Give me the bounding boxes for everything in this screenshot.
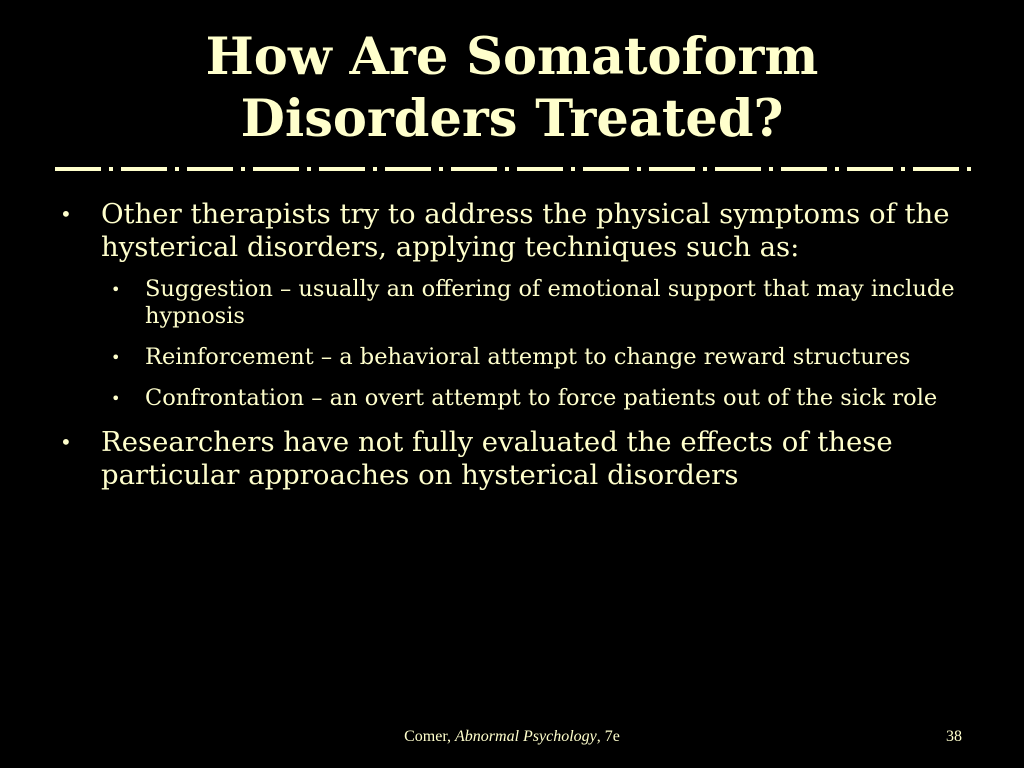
divider-dash <box>913 167 959 171</box>
bullet-text: Researchers have not fully evaluated the effects of these particular approaches on hysterical disorders <box>101 426 893 491</box>
divider-dot <box>307 167 311 171</box>
divider-dash <box>847 167 893 171</box>
divider-dot <box>175 167 179 171</box>
divider-dash <box>715 167 761 171</box>
divider-dash <box>583 167 629 171</box>
sub-bullet-text: Confrontation – an overt attempt to force patients out of the sick role <box>145 385 938 411</box>
divider-dot <box>505 167 509 171</box>
divider-dash <box>451 167 497 171</box>
divider-dash <box>781 167 827 171</box>
divider-dot <box>571 167 575 171</box>
sub-bullet-item <box>101 276 980 330</box>
divider-dash <box>319 167 365 171</box>
footer-author: Comer, <box>404 728 456 745</box>
divider-dot <box>637 167 641 171</box>
sub-bullet-text: Reinforcement – a behavioral attempt to change reward structures <box>145 344 911 370</box>
divider-dash <box>121 167 167 171</box>
footer-edition: , 7e <box>596 728 620 745</box>
divider-dash <box>55 167 101 171</box>
divider-dot <box>967 167 971 171</box>
bullet-list <box>60 198 980 492</box>
bullet-text: Other therapists try to address the physical symptoms of the hysterical disorders, applying techniques such as: <box>101 198 950 263</box>
divider-dash <box>187 167 233 171</box>
divider-dot <box>373 167 377 171</box>
slide-content <box>60 198 980 502</box>
divider-dot <box>901 167 905 171</box>
bullet-item <box>60 426 980 492</box>
divider-dot <box>439 167 443 171</box>
bullet-dot-icon: • <box>111 348 121 367</box>
page-number: 38 <box>946 728 962 745</box>
sub-bullet-item <box>101 344 980 371</box>
sub-bullet-item <box>101 385 980 412</box>
bullet-dot-icon: • <box>60 430 72 454</box>
divider-dot <box>769 167 773 171</box>
bullet-dot-icon: • <box>111 280 121 299</box>
bullet-dot-icon: • <box>60 202 72 226</box>
sub-bullet-list <box>101 276 980 412</box>
title-divider <box>55 164 973 174</box>
slide-title <box>0 26 1024 150</box>
sub-bullet-text: Suggestion – usually an offering of emotional support that may include hypnosis <box>145 276 955 329</box>
divider-dot <box>835 167 839 171</box>
divider-dash <box>517 167 563 171</box>
divider-dot <box>109 167 113 171</box>
divider-dash <box>253 167 299 171</box>
bullet-item <box>60 198 980 412</box>
divider-dash <box>649 167 695 171</box>
footer-book-title: Abnormal Psychology <box>455 728 597 745</box>
title-line-2: Disorders Treated? <box>240 89 784 149</box>
divider-dot <box>703 167 707 171</box>
divider-dash <box>385 167 431 171</box>
title-line-1: How Are Somatoform <box>205 27 819 87</box>
bullet-dot-icon: • <box>111 389 121 408</box>
footer-citation <box>0 728 1024 746</box>
divider-dot <box>241 167 245 171</box>
